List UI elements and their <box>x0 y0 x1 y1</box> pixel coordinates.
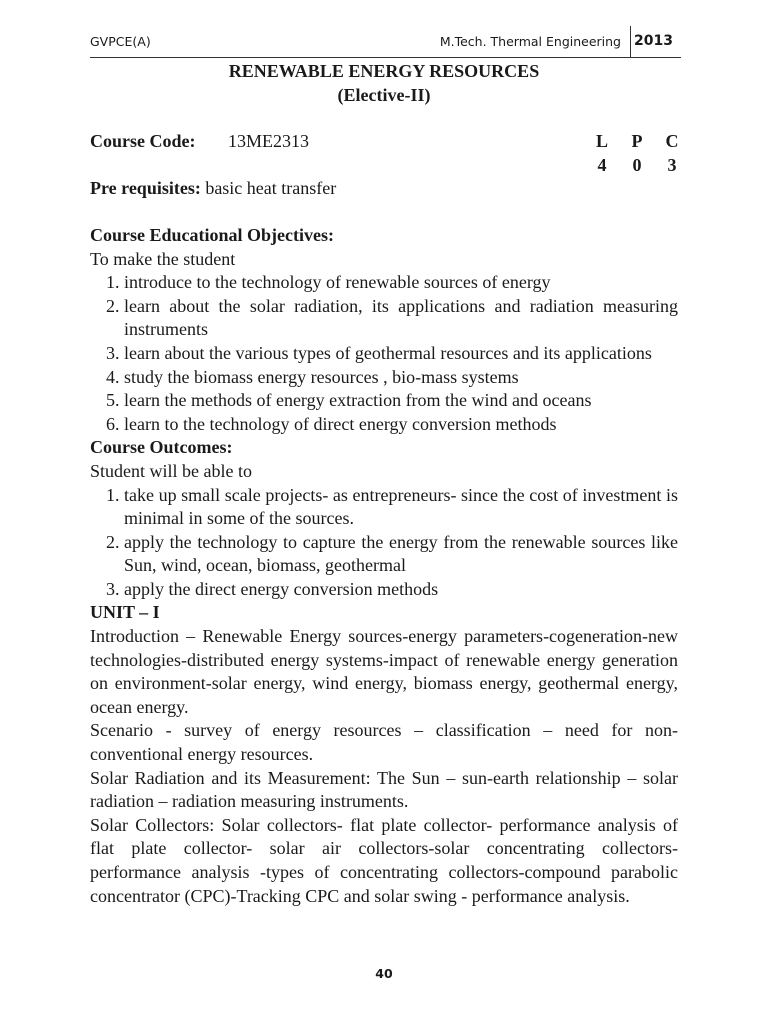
unit-paragraph: Introduction – Renewable Energy sources-energy parameters-cogeneration-new technologies-distributed energy systems-impact of renewable energy generation on environment-solar energy, wind energy, biomass energy, geothermal energy, ocean energy. <box>90 626 678 717</box>
outcomes-intro: Student will be able to <box>90 460 252 481</box>
list-item: 3. learn about the various types of geothermal resources and its applications <box>124 342 678 366</box>
ltp-values-row <box>90 154 678 178</box>
objectives-heading: Course Educational Objectives: <box>90 224 334 245</box>
unit-paragraph: Solar Radiation and its Measurement: The Sun – sun-earth relationship – solar radiation – radiation measuring instruments. <box>90 767 678 812</box>
ltp-header-l: L <box>595 131 608 152</box>
list-item: 1. take up small scale projects- as entrepreneurs- since the cost of investment is minimal in some of the sources. <box>124 484 678 531</box>
course-title: RENEWABLE ENERGY RESOURCES <box>228 61 540 81</box>
prerequisites-value: basic heat transfer <box>205 178 337 199</box>
prerequisites <box>90 177 678 201</box>
course-code-label: Course Code: <box>90 131 196 152</box>
unit-heading: UNIT – I <box>90 602 160 623</box>
unit-paragraph: Solar Collectors: Solar collectors- flat plate collector- performance analysis of flat plate collector- solar air collectors-solar concentrating collectors- performance analysis -types of concentrating collectors-compound parabolic concentrator (CPC)-Tracking CPC and solar swing - performance analysis. <box>90 814 678 906</box>
header-divider <box>630 26 632 57</box>
list-item: 4. study the biomass energy resources , bio-mass systems <box>124 366 678 390</box>
program-name: M.Tech. Thermal Engineering <box>439 34 621 49</box>
document-body <box>90 60 678 908</box>
prerequisites-label: Pre requisites: <box>90 178 201 199</box>
objectives-intro: To make the student <box>90 248 236 269</box>
ltp-value-c: 3 <box>667 154 677 175</box>
course-code-row <box>90 130 678 154</box>
ltp-value-l: 4 <box>597 154 607 175</box>
list-item: 1. introduce to the technology of renewable sources of energy <box>124 271 678 295</box>
list-item: 2. apply the technology to capture the energy from the renewable sources like Sun, wind, ocean, biomass, geothermal <box>124 531 678 578</box>
ltp-header-p: P <box>631 131 643 152</box>
page-number: 40 <box>375 966 393 981</box>
course-subtitle: (Elective-II) <box>337 84 431 105</box>
header-year: 2013 <box>634 33 673 49</box>
ltp-header-c: C <box>665 131 679 152</box>
unit-paragraph: Scenario - survey of energy resources – classification – need for non-conventional energy resources. <box>90 720 678 765</box>
list-item: 2. learn about the solar radiation, its applications and radiation measuring instruments <box>124 295 678 342</box>
page-header <box>90 32 681 58</box>
outcomes-list <box>90 484 678 602</box>
list-item: 3. apply the direct energy conversion methods <box>124 578 678 602</box>
list-item: 6. learn to the technology of direct energy conversion methods <box>124 413 678 437</box>
objectives-list <box>90 271 678 436</box>
list-item: 5. learn the methods of energy extraction from the wind and oceans <box>124 389 678 413</box>
course-code-value: 13ME2313 <box>228 131 309 152</box>
institution-name: GVPCE(A) <box>90 34 151 49</box>
outcomes-heading: Course Outcomes: <box>90 437 233 458</box>
ltp-value-p: 0 <box>632 154 642 175</box>
